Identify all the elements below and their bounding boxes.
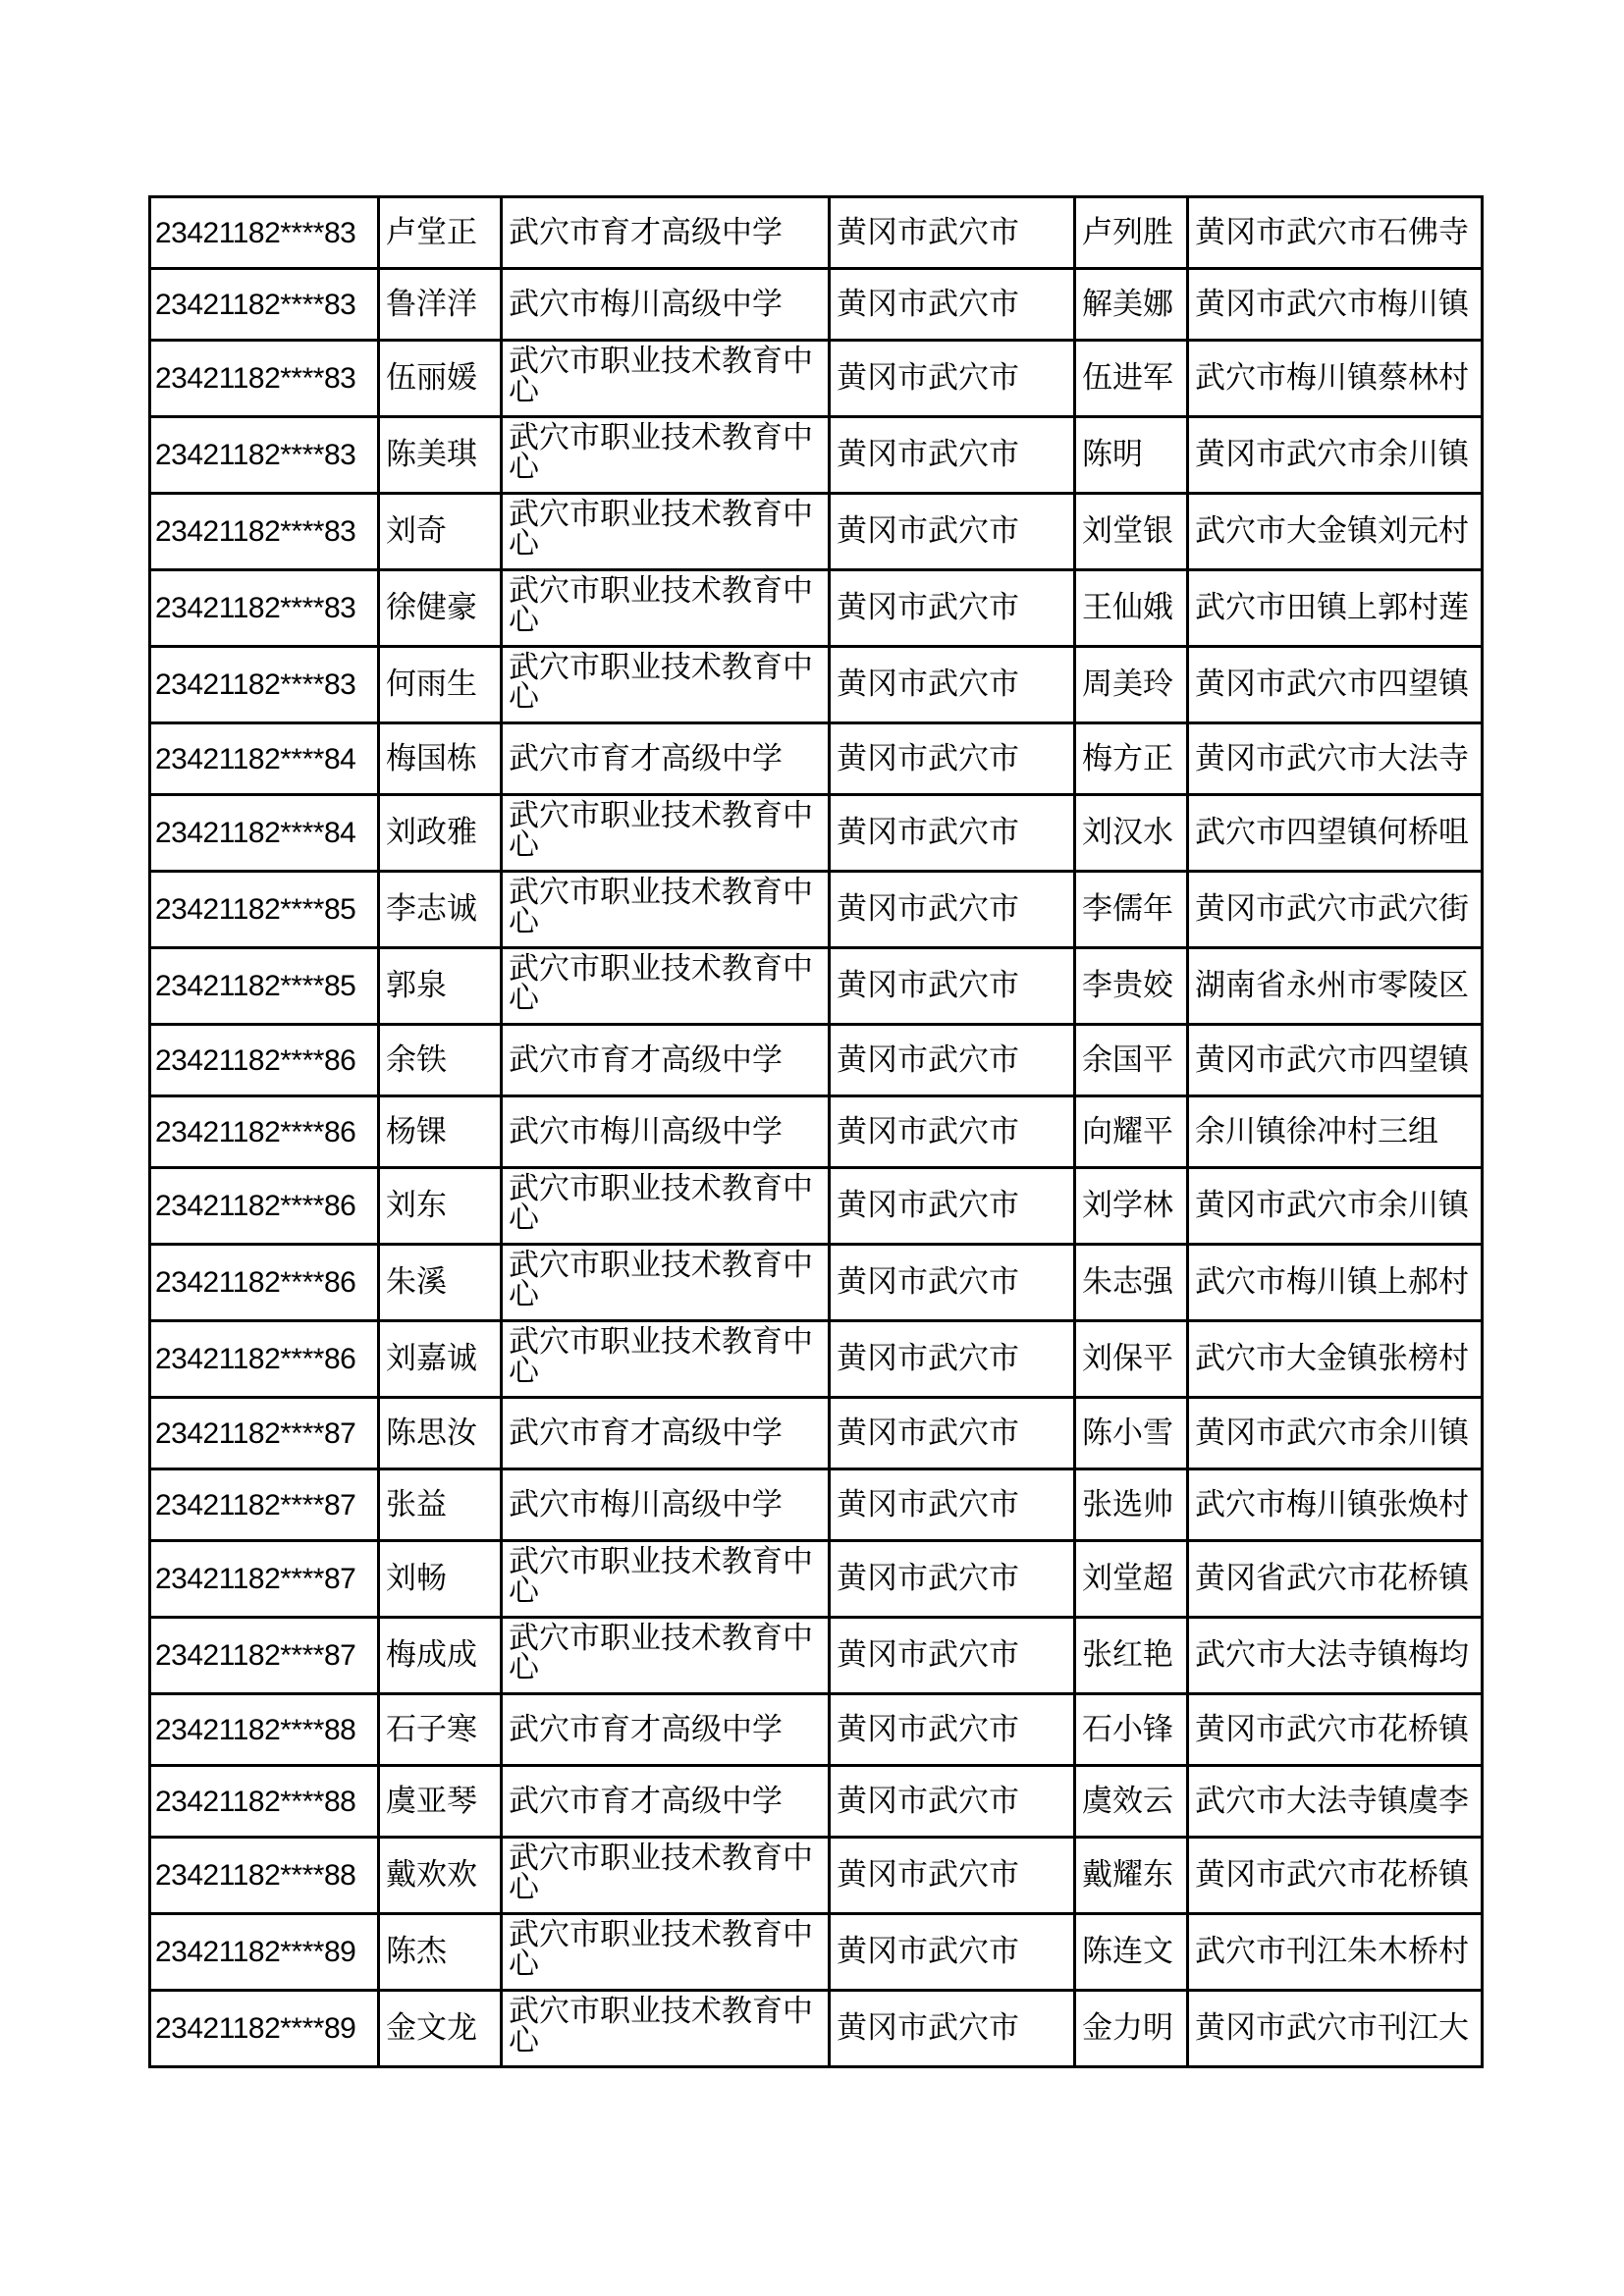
cell-name: 刘嘉诚 — [379, 1321, 502, 1398]
cell-region: 黄冈市武穴市 — [830, 1321, 1075, 1398]
table-row — [150, 795, 1483, 872]
cell-id: 23421182****83 — [150, 197, 379, 269]
cell-name: 陈思汝 — [379, 1398, 502, 1469]
cell-region: 黄冈市武穴市 — [830, 723, 1075, 795]
cell-name: 戴欢欢 — [379, 1838, 502, 1914]
cell-school: 武穴市职业技术教育中心 — [502, 1838, 830, 1914]
cell-id: 23421182****84 — [150, 723, 379, 795]
cell-school: 武穴市职业技术教育中心 — [502, 417, 830, 494]
cell-address: 黄冈市武穴市梅川镇 — [1188, 269, 1483, 341]
cell-id: 23421182****87 — [150, 1541, 379, 1618]
cell-school: 武穴市育才高级中学 — [502, 197, 830, 269]
cell-address: 黄冈市武穴市四望镇 — [1188, 647, 1483, 723]
cell-guardian: 张红艳 — [1075, 1618, 1188, 1694]
cell-name: 梅成成 — [379, 1618, 502, 1694]
cell-region: 黄冈市武穴市 — [830, 647, 1075, 723]
cell-school: 武穴市梅川高级中学 — [502, 1096, 830, 1168]
cell-guardian: 解美娜 — [1075, 269, 1188, 341]
cell-address: 黄冈市武穴市花桥镇 — [1188, 1694, 1483, 1766]
cell-name: 刘东 — [379, 1168, 502, 1245]
cell-school: 武穴市职业技术教育中心 — [502, 341, 830, 417]
table-row — [150, 1025, 1483, 1096]
cell-id: 23421182****87 — [150, 1618, 379, 1694]
cell-school: 武穴市职业技术教育中心 — [502, 1541, 830, 1618]
cell-school: 武穴市职业技术教育中心 — [502, 795, 830, 872]
cell-name: 金文龙 — [379, 1991, 502, 2067]
cell-id: 23421182****83 — [150, 494, 379, 570]
cell-region: 黄冈市武穴市 — [830, 269, 1075, 341]
cell-school: 武穴市育才高级中学 — [502, 723, 830, 795]
cell-name: 梅国栋 — [379, 723, 502, 795]
cell-id: 23421182****86 — [150, 1168, 379, 1245]
cell-name: 鲁洋洋 — [379, 269, 502, 341]
cell-id: 23421182****85 — [150, 948, 379, 1025]
cell-address: 武穴市梅川镇蔡林村 — [1188, 341, 1483, 417]
cell-region: 黄冈市武穴市 — [830, 1096, 1075, 1168]
cell-name: 卢堂正 — [379, 197, 502, 269]
table-row — [150, 1096, 1483, 1168]
cell-guardian: 周美玲 — [1075, 647, 1188, 723]
table-row — [150, 197, 1483, 269]
cell-name: 李志诚 — [379, 872, 502, 948]
cell-guardian: 刘汉水 — [1075, 795, 1188, 872]
table-row — [150, 647, 1483, 723]
cell-address: 武穴市田镇上郭村莲 — [1188, 570, 1483, 647]
cell-address: 武穴市刊江朱木桥村 — [1188, 1914, 1483, 1991]
table-row — [150, 1694, 1483, 1766]
cell-region: 黄冈市武穴市 — [830, 1766, 1075, 1838]
cell-name: 朱溪 — [379, 1245, 502, 1321]
table-row — [150, 494, 1483, 570]
cell-id: 23421182****85 — [150, 872, 379, 948]
cell-name: 郭泉 — [379, 948, 502, 1025]
cell-guardian: 王仙娥 — [1075, 570, 1188, 647]
cell-id: 23421182****86 — [150, 1096, 379, 1168]
table-row — [150, 1168, 1483, 1245]
cell-guardian: 刘堂银 — [1075, 494, 1188, 570]
cell-guardian: 陈明 — [1075, 417, 1188, 494]
cell-school: 武穴市职业技术教育中心 — [502, 1168, 830, 1245]
cell-school: 武穴市职业技术教育中心 — [502, 1321, 830, 1398]
cell-address: 黄冈市武穴市刊江大 — [1188, 1991, 1483, 2067]
cell-id: 23421182****87 — [150, 1398, 379, 1469]
cell-address: 武穴市梅川镇上郝村 — [1188, 1245, 1483, 1321]
table-row — [150, 872, 1483, 948]
cell-id: 23421182****86 — [150, 1321, 379, 1398]
cell-name: 杨锞 — [379, 1096, 502, 1168]
table-row — [150, 1991, 1483, 2067]
cell-region: 黄冈市武穴市 — [830, 1838, 1075, 1914]
cell-id: 23421182****87 — [150, 1469, 379, 1541]
cell-school: 武穴市职业技术教育中心 — [502, 494, 830, 570]
cell-address: 武穴市大法寺镇梅均 — [1188, 1618, 1483, 1694]
cell-address: 武穴市梅川镇张焕村 — [1188, 1469, 1483, 1541]
cell-school: 武穴市育才高级中学 — [502, 1694, 830, 1766]
cell-region: 黄冈市武穴市 — [830, 494, 1075, 570]
cell-name: 石子寒 — [379, 1694, 502, 1766]
table-row — [150, 341, 1483, 417]
table-row — [150, 269, 1483, 341]
cell-region: 黄冈市武穴市 — [830, 417, 1075, 494]
cell-school: 武穴市职业技术教育中心 — [502, 948, 830, 1025]
cell-region: 黄冈市武穴市 — [830, 1914, 1075, 1991]
table-body — [150, 197, 1483, 2067]
cell-school: 武穴市育才高级中学 — [502, 1398, 830, 1469]
cell-id: 23421182****83 — [150, 647, 379, 723]
table-row — [150, 1321, 1483, 1398]
cell-region: 黄冈市武穴市 — [830, 197, 1075, 269]
cell-address: 黄冈市武穴市石佛寺 — [1188, 197, 1483, 269]
cell-name: 刘奇 — [379, 494, 502, 570]
cell-guardian: 李贵姣 — [1075, 948, 1188, 1025]
cell-region: 黄冈市武穴市 — [830, 1469, 1075, 1541]
cell-address: 黄冈市武穴市余川镇 — [1188, 1398, 1483, 1469]
cell-id: 23421182****83 — [150, 341, 379, 417]
cell-address: 黄冈市武穴市四望镇 — [1188, 1025, 1483, 1096]
cell-school: 武穴市育才高级中学 — [502, 1766, 830, 1838]
cell-address: 黄冈市武穴市余川镇 — [1188, 1168, 1483, 1245]
cell-id: 23421182****83 — [150, 570, 379, 647]
cell-id: 23421182****84 — [150, 795, 379, 872]
cell-region: 黄冈市武穴市 — [830, 570, 1075, 647]
cell-guardian: 陈连文 — [1075, 1914, 1188, 1991]
cell-guardian: 戴耀东 — [1075, 1838, 1188, 1914]
cell-address: 黄冈市武穴市花桥镇 — [1188, 1838, 1483, 1914]
cell-school: 武穴市职业技术教育中心 — [502, 570, 830, 647]
cell-school: 武穴市职业技术教育中心 — [502, 1991, 830, 2067]
cell-region: 黄冈市武穴市 — [830, 1694, 1075, 1766]
cell-address: 黄冈省武穴市花桥镇 — [1188, 1541, 1483, 1618]
cell-region: 黄冈市武穴市 — [830, 1025, 1075, 1096]
cell-address: 黄冈市武穴市余川镇 — [1188, 417, 1483, 494]
cell-school: 武穴市职业技术教育中心 — [502, 1914, 830, 1991]
cell-name: 刘政雅 — [379, 795, 502, 872]
table-row — [150, 1766, 1483, 1838]
cell-region: 黄冈市武穴市 — [830, 795, 1075, 872]
cell-id: 23421182****88 — [150, 1694, 379, 1766]
cell-guardian: 卢列胜 — [1075, 197, 1188, 269]
cell-guardian: 刘保平 — [1075, 1321, 1188, 1398]
cell-guardian: 陈小雪 — [1075, 1398, 1188, 1469]
cell-name: 刘畅 — [379, 1541, 502, 1618]
table-row — [150, 1541, 1483, 1618]
cell-guardian: 伍进军 — [1075, 341, 1188, 417]
cell-guardian: 石小锋 — [1075, 1694, 1188, 1766]
cell-region: 黄冈市武穴市 — [830, 1618, 1075, 1694]
cell-id: 23421182****89 — [150, 1991, 379, 2067]
cell-school: 武穴市育才高级中学 — [502, 1025, 830, 1096]
cell-id: 23421182****86 — [150, 1025, 379, 1096]
cell-id: 23421182****89 — [150, 1914, 379, 1991]
cell-id: 23421182****86 — [150, 1245, 379, 1321]
cell-school: 武穴市职业技术教育中心 — [502, 1618, 830, 1694]
cell-guardian: 向耀平 — [1075, 1096, 1188, 1168]
table-row — [150, 1914, 1483, 1991]
cell-guardian: 李儒年 — [1075, 872, 1188, 948]
cell-address: 余川镇徐冲村三组 — [1188, 1096, 1483, 1168]
cell-region: 黄冈市武穴市 — [830, 1398, 1075, 1469]
cell-name: 陈杰 — [379, 1914, 502, 1991]
cell-school: 武穴市梅川高级中学 — [502, 1469, 830, 1541]
cell-school: 武穴市职业技术教育中心 — [502, 872, 830, 948]
cell-guardian: 梅方正 — [1075, 723, 1188, 795]
cell-guardian: 刘学林 — [1075, 1168, 1188, 1245]
table-row — [150, 417, 1483, 494]
cell-guardian: 余国平 — [1075, 1025, 1188, 1096]
cell-region: 黄冈市武穴市 — [830, 341, 1075, 417]
cell-id: 23421182****83 — [150, 269, 379, 341]
table-row — [150, 948, 1483, 1025]
cell-address: 武穴市大金镇刘元村 — [1188, 494, 1483, 570]
table-row — [150, 1838, 1483, 1914]
cell-region: 黄冈市武穴市 — [830, 1168, 1075, 1245]
cell-region: 黄冈市武穴市 — [830, 948, 1075, 1025]
cell-address: 武穴市大金镇张榜村 — [1188, 1321, 1483, 1398]
cell-region: 黄冈市武穴市 — [830, 1991, 1075, 2067]
cell-name: 虞亚琴 — [379, 1766, 502, 1838]
cell-id: 23421182****83 — [150, 417, 379, 494]
cell-address: 黄冈市武穴市武穴街 — [1188, 872, 1483, 948]
cell-guardian: 朱志强 — [1075, 1245, 1188, 1321]
table-row — [150, 570, 1483, 647]
cell-school: 武穴市梅川高级中学 — [502, 269, 830, 341]
cell-name: 伍丽媛 — [379, 341, 502, 417]
cell-address: 武穴市四望镇何桥咀 — [1188, 795, 1483, 872]
cell-name: 余铁 — [379, 1025, 502, 1096]
student-table — [148, 195, 1484, 2068]
cell-name: 徐健豪 — [379, 570, 502, 647]
cell-address: 黄冈市武穴市大法寺 — [1188, 723, 1483, 795]
table-row — [150, 1398, 1483, 1469]
cell-name: 陈美琪 — [379, 417, 502, 494]
cell-guardian: 刘堂超 — [1075, 1541, 1188, 1618]
cell-id: 23421182****88 — [150, 1838, 379, 1914]
cell-region: 黄冈市武穴市 — [830, 1541, 1075, 1618]
cell-guardian: 虞效云 — [1075, 1766, 1188, 1838]
cell-region: 黄冈市武穴市 — [830, 1245, 1075, 1321]
table-row — [150, 1469, 1483, 1541]
cell-id: 23421182****88 — [150, 1766, 379, 1838]
cell-school: 武穴市职业技术教育中心 — [502, 647, 830, 723]
cell-guardian: 金力明 — [1075, 1991, 1188, 2067]
cell-name: 何雨生 — [379, 647, 502, 723]
table-row — [150, 1618, 1483, 1694]
cell-school: 武穴市职业技术教育中心 — [502, 1245, 830, 1321]
cell-address: 武穴市大法寺镇虞李 — [1188, 1766, 1483, 1838]
table-row — [150, 723, 1483, 795]
cell-region: 黄冈市武穴市 — [830, 872, 1075, 948]
cell-name: 张益 — [379, 1469, 502, 1541]
cell-guardian: 张选帅 — [1075, 1469, 1188, 1541]
cell-address: 湖南省永州市零陵区 — [1188, 948, 1483, 1025]
table-row — [150, 1245, 1483, 1321]
